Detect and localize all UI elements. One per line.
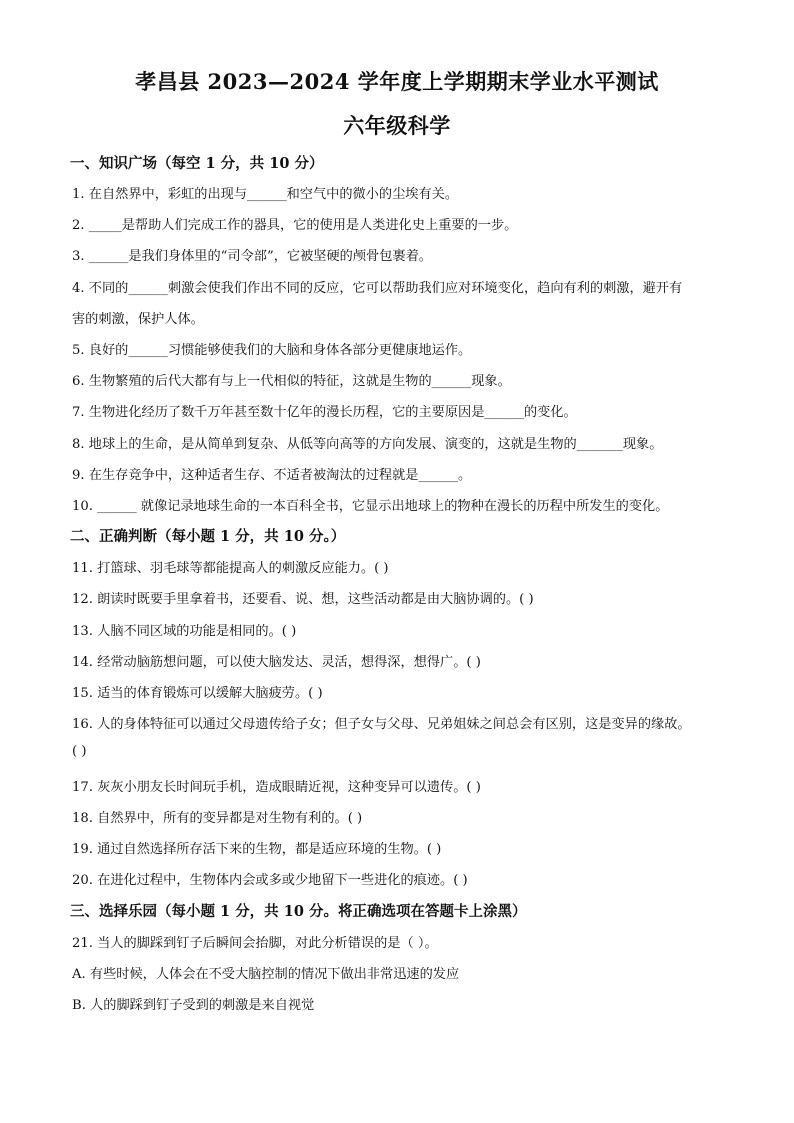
question-7: 7. 生物进化经历了数千万年甚至数十亿年的漫长历程，它的主要原因是______的变化。 xyxy=(72,405,577,420)
section-heading-3: 三、选择乐园（每小题 1 分，共 10 分。将正确选项在答题卡上涂黑） xyxy=(70,903,527,920)
question-6: 6. 生物繁殖的后代大都有与上一代相似的特征，这就是生物的______现象。 xyxy=(72,374,511,389)
exam-subtitle: 六年级科学 xyxy=(343,113,451,138)
question-9: 9. 在生存竞争中，这种适者生存、不适者被淘汰的过程就是______。 xyxy=(72,468,472,483)
question-11: 11. 打篮球、羽毛球等都能提高人的刺激反应能力。( ) xyxy=(72,561,389,576)
question-5: 5. 良好的______习惯能够使我们的大脑和身体各部分更健康地运作。 xyxy=(72,343,472,358)
question-21: 21. 当人的脚踩到钉子后瞬间会抬脚，对此分析错误的是（ ）。 xyxy=(72,936,438,951)
question-16: 16. 人的身体特征可以通过父母遗传给子女；但子女与父母、兄弟姐妹之间总会有区别，这是变异的缘故。 xyxy=(72,717,691,732)
question-1: 1. 在自然界中，彩虹的出现与______和空气中的微小的尘埃有关。 xyxy=(72,187,459,202)
question-21-option-b: B. 人的脚踩到钉子受到的刺激是来自视觉 xyxy=(72,998,315,1013)
question-4-continued: 害的刺激，保护人体。 xyxy=(72,312,204,327)
question-4: 4. 不同的______刺激会使我们作出不同的反应，它可以帮助我们应对环境变化，趋向有利的刺激，避开有 xyxy=(72,281,683,296)
question-16-continued: ( ) xyxy=(72,744,87,759)
question-15: 15. 适当的体育锻炼可以缓解大脑疲劳。( ) xyxy=(72,686,323,701)
question-8: 8. 地球上的生命，是从简单到复杂、从低等向高等的方向发展、演变的，这就是生物的_______现象。 xyxy=(72,437,663,452)
exam-title: 孝昌县 2023—2024 学年度上学期期末学业水平测试 xyxy=(135,69,659,94)
question-19: 19. 通过自然选择所存活下来的生物，都是适应环境的生物。( ) xyxy=(72,842,442,857)
section-heading-1: 一、知识广场（每空 1 分，共 10 分） xyxy=(70,155,324,172)
question-18: 18. 自然界中，所有的变异都是对生物有利的。( ) xyxy=(72,811,363,826)
question-10: 10. ______ 就像记录地球生命的一本百科全书，它显示出地球上的物种在漫长的历程中所发生的变化。 xyxy=(72,499,669,514)
section-heading-2: 二、正确判断（每小题 1 分，共 10 分。） xyxy=(70,528,346,545)
question-17: 17. 灰灰小朋友长时间玩手机，造成眼睛近视，这种变异可以遗传。( ) xyxy=(72,780,481,795)
question-12: 12. 朗读时既要手里拿着书，还要看、说、想，这些活动都是由大脑协调的。( ) xyxy=(72,592,534,607)
question-2: 2. _____是帮助人们完成工作的器具，它的使用是人类进化史上重要的一步。 xyxy=(72,218,518,233)
question-20: 20. 在进化过程中，生物体内会或多或少地留下一些进化的痕迹。( ) xyxy=(72,873,468,888)
question-14: 14. 经常动脑筋想问题，可以使大脑发达、灵活，想得深，想得广。( ) xyxy=(72,655,481,670)
question-21-option-a: A. 有些时候，人体会在不受大脑控制的情况下做出非常迅速的发应 xyxy=(72,967,460,982)
question-3: 3. ______是我们身体里的“司令部”，它被坚硬的颅骨包裹着。 xyxy=(72,249,432,264)
question-13: 13. 人脑不同区域的功能是相同的。( ) xyxy=(72,624,297,639)
